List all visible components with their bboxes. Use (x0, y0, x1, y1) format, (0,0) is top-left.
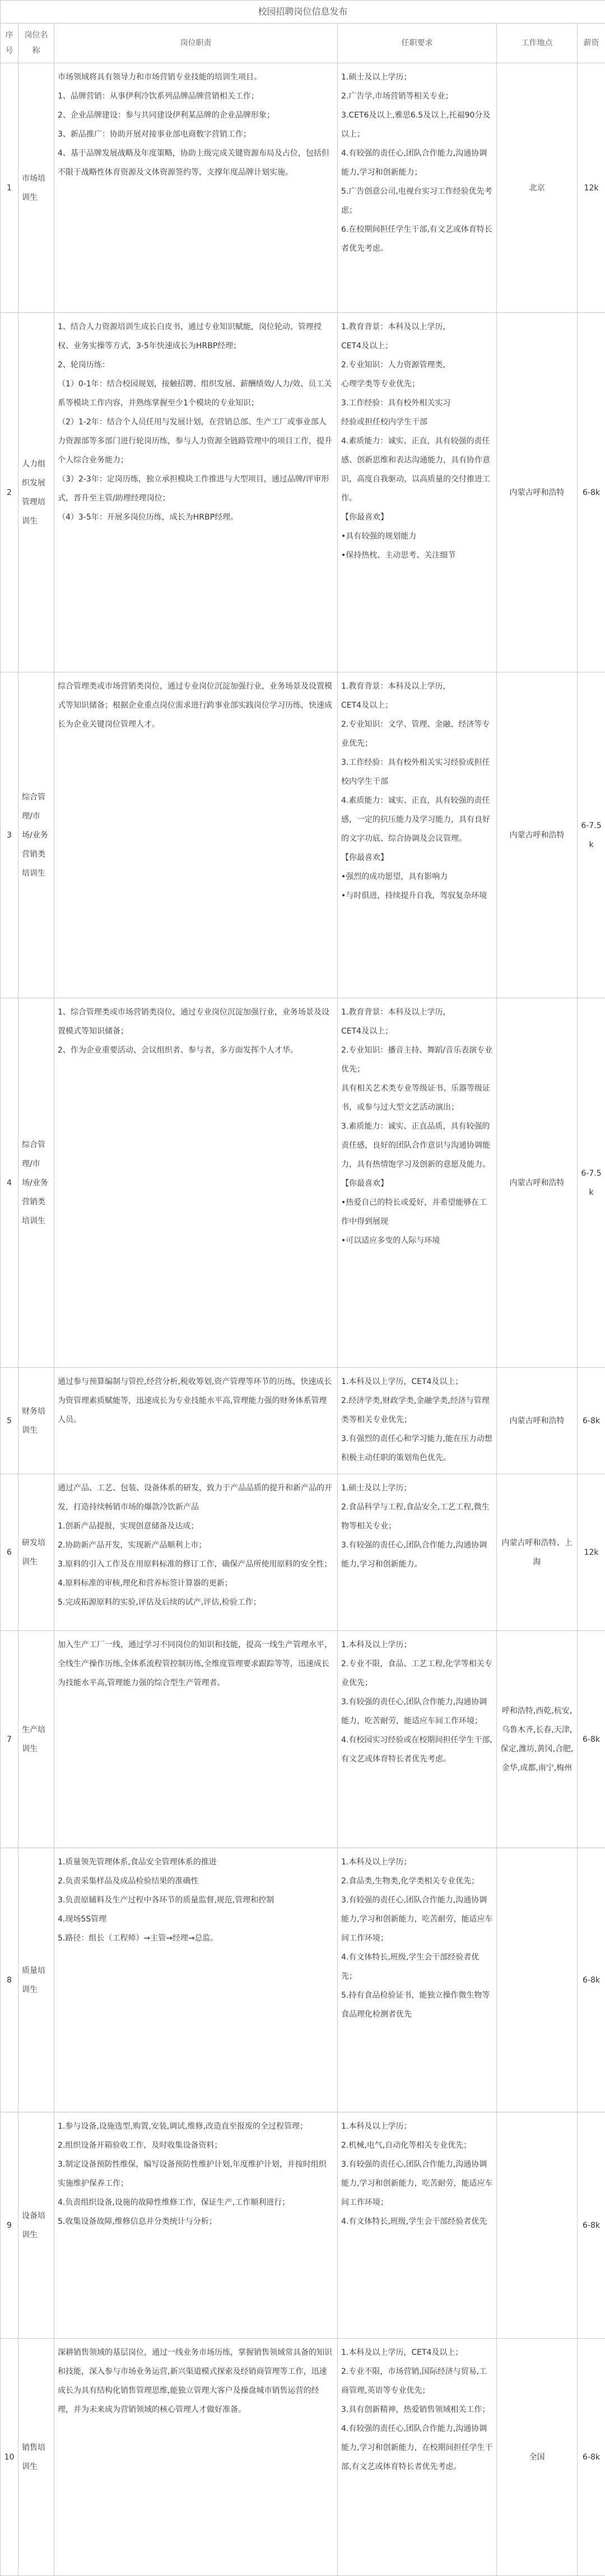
duty-line: 综合管理类或市场营销类岗位，通过专业岗位沉淀加强行业，业务场景及设置模式等知识储备；根据企业重点岗位需求进行跨事业部实践岗位学习历练，快速成长为企业关键岗位管理人才。 (58, 677, 334, 734)
salary: 6-7.5k (578, 672, 605, 998)
duty-line: 市场领域将具有领导力和市场营销专业技能的培训生项目。 (58, 68, 334, 87)
header-loc: 工作地点 (497, 24, 578, 63)
requirement-line: 4.有较强的责任心,团队合作能力,沟通协调能力,学习和创新能力，在校期间担任学生干部,有文艺或体育特长者优先考虑。 (341, 2419, 493, 2476)
job-duties (54, 1631, 338, 1848)
duty-line: 3、新品推广：协助开展对接事业部电商数字营销工作； (58, 125, 334, 144)
requirement-line: •热爱自己的特长或爱好，并希望能够在工作中得到展现 (341, 1193, 493, 1231)
work-location: 内蒙古呼和浩特 (497, 1368, 578, 1474)
job-duties (54, 1368, 338, 1474)
duty-line: 1.参与设备,设施选型,购置,安装,调试,维修,改造直至报废的全过程管理； (58, 2117, 334, 2136)
job-duties (54, 1474, 338, 1631)
job-duties (54, 2339, 338, 2576)
requirement-line: 3.有较强的责任心,团队合作能力,沟通协调能力,学习和创新能力，吃苦耐劳，能适应车间工作环境； (341, 2155, 493, 2212)
requirement-line: 2.食品类,生物类,化学类相关专业优先； (341, 1872, 493, 1891)
requirement-line: 1.教育背景：本科及以上学历， (341, 677, 493, 696)
table-row (1, 1368, 605, 1474)
table-row (1, 1474, 605, 1631)
table-row (1, 63, 605, 313)
duty-line: 深耕销售领域的基层岗位，通过一线业务市场历练，掌握销售领域常具备的知识和技能，深入参与市场业务运营,新兴渠道模式探索及经销商管理等工作，迅速成长为具有结构化销售管理思维,能独立管理大客户及操盘城市销售运营的经理，并为未来成为营销领域的核心管理人才做好准备。 (58, 2343, 334, 2419)
requirement-line: 3.有较强的责任心,团队合作能力,沟通协调能力,学习和创新能力。 (341, 1536, 493, 1574)
requirement-line: 4.素质能力：诚实、正直，具有较强的责任感、创新思维和表达沟通能力，具有协作意识，高度自我驱动，以高质量的交付推进工作。 (341, 432, 493, 508)
requirement-line: •具有较强的规划能力 (341, 527, 493, 546)
requirement-line: 4.有文体特长,班级,学生会干部经验者优先 (341, 2212, 493, 2231)
job-title: 综合管理/市场/业务营销类培训生 (18, 672, 54, 998)
table-row (1, 2112, 605, 2339)
row-number: 10 (1, 2339, 18, 2576)
requirement-line: 1.硕士及以上学历； (341, 1479, 493, 1498)
requirement-line: 3.素质能力：诚实、正直品质，具有较强的责任感，良好的团队合作意识与沟通协调能力，具有热情饱学习及创新的意愿及能力。 (341, 1117, 493, 1174)
requirement-line: 2.经济学类,财政学类,金融学类,经济与管理类等相关专业优先； (341, 1391, 493, 1429)
job-duties (54, 998, 338, 1368)
job-title: 综合管理/市场/业务营销类培训生 (18, 998, 54, 1368)
requirement-line: 4.素质能力：诚实、正直，具有较强的责任感，一定的抗压能力及学习能力，具有良好的文字功底、综合协调及会议管理。 (341, 791, 493, 848)
requirement-line: 5.广告创意公司,电视台实习工作经验优先考虑； (341, 182, 493, 220)
table-row (1, 672, 605, 998)
duty-line: 2.负责采集样品及成品检验结果的准确性 (58, 1872, 334, 1891)
requirement-line: 2.专业知识：人力资源管理类, (341, 356, 493, 375)
duty-line: 4.现场5S管理 (58, 1910, 334, 1929)
salary: 6-7.5k (578, 998, 605, 1368)
requirement-line: 3.有较强的责任心,团队合作能力,沟通协调能力，吃苦耐劳，能适应车间工作环境； (341, 1693, 493, 1731)
job-duties (54, 2112, 338, 2339)
requirement-line: 1.硕士及以上学历； (341, 68, 493, 87)
row-number: 5 (1, 1368, 18, 1474)
table-row (1, 2339, 605, 2576)
duty-line: 通过产品、工艺、包装、设备体系的研发，致力于产品品质的提升和新产品的开发，打造持续畅销市场的爆款冷饮新产品 (58, 1479, 334, 1517)
header-name: 岗位名称 (18, 24, 54, 63)
requirement-line: •与时俱进，持续提升自我，驾驭复杂环境 (341, 886, 493, 905)
header-sal: 薪资 (578, 24, 605, 63)
work-location: 内蒙古呼和浩特 (497, 313, 578, 672)
duty-line: 2.组织设备开箱验收工作，及时收集设备资料； (58, 2136, 334, 2155)
requirement-line: 3.具有创新精神，热爱销售领域相关工作； (341, 2400, 493, 2419)
duty-line: 通过参与预算编制与管控,经营分析,税收筹划,资产管理等环节的历练，快速成长为资管理素质赋能等，迅速成长为专业技能水平高,管理能力强的财务体系管理人员。 (58, 1372, 334, 1429)
work-location: 全国 (497, 2339, 578, 2576)
requirement-line: •强烈的成功愿望，具有影响力 (341, 867, 493, 886)
requirement-line: •可以适应多变的人际与环境 (341, 1231, 493, 1250)
requirement-line: 1.本科及以上学历； (341, 1853, 493, 1872)
duty-line: 1、品牌营销：从事伊利冷饮系列品牌品牌营销相关工作； (58, 87, 334, 106)
job-title: 销售培训生 (18, 2339, 54, 2576)
job-requirements (338, 2112, 497, 2339)
row-number: 7 (1, 1631, 18, 1848)
requirement-line: 1.教育背景：本科及以上学历， (341, 1003, 493, 1022)
requirement-line: 3.工作经验：具有校外相关实习 (341, 394, 493, 413)
duty-line: 4.原料标准的审核,理化和营养标签计算器的更新； (58, 1574, 334, 1593)
job-title: 质量培训生 (18, 1848, 54, 2112)
duty-line: 4.负责组织设备,设施的故障性维修工作，保证生产,工作顺利进行； (58, 2193, 334, 2212)
requirement-line: 4.有校园实习经验或在校期间担任学生干部,有文艺或体育特长者优先考虑。 (341, 1731, 493, 1769)
requirement-line: 1.教育背景：本科及以上学历， (341, 317, 493, 336)
duty-line: （1）0-1年：结合校园规划，接触招聘、组织发展、薪酬绩效/人力/效、员工关系等模块工作内容，并熟练掌握至少1个模块的专业知识； (58, 375, 334, 413)
table-header (1, 24, 605, 63)
job-title: 财务培训生 (18, 1368, 54, 1474)
job-requirements (338, 998, 497, 1368)
requirement-line: 2.广告学,市场营销等相关专业； (341, 87, 493, 106)
requirement-line: 3.CET6及以上,雅思6.5及以上,托福90分及以上； (341, 106, 493, 144)
header-duty: 岗位职责 (54, 24, 338, 63)
duty-line: 3.负责原辅料及生产过程中各环节的质量监督,规范,管理和控制 (58, 1891, 334, 1910)
requirement-line: 【你最喜欢】 (341, 848, 493, 867)
job-title: 研发培训生 (18, 1474, 54, 1631)
requirement-line: 1.本科及以上学历，CET4及以上； (341, 2343, 493, 2362)
job-title: 人力组织发展管理培训生 (18, 313, 54, 672)
row-number: 1 (1, 63, 18, 313)
duty-line: 2.协助新产品开发，实现新产品顺利上市； (58, 1536, 334, 1555)
job-duties (54, 63, 338, 313)
header-no: 序号 (1, 24, 18, 63)
duty-line: 3.原料的引入工作及在用原料标准的修订工作，确保产品所使用原料的安全性； (58, 1555, 334, 1574)
duty-line: 5.完成拓源原料的实验,评估及后续的试产,评估,检验工作； (58, 1593, 334, 1612)
work-location: 内蒙古呼和浩特、上海 (497, 1474, 578, 1631)
job-title: 市场培训生 (18, 63, 54, 313)
job-title: 设备培训生 (18, 2112, 54, 2339)
duty-line: 3.制定设备预防性维保，编写设备预防性维护计划,年度维护计划，并按时组织实施维护保养工作； (58, 2155, 334, 2193)
requirement-line: 2.专业不限，食品、工艺工程,化学等相关专业优先； (341, 1654, 493, 1693)
duty-line: 2、轮岗历练： (58, 356, 334, 375)
duty-line: 1、综合管理类或市场营销类岗位，通过专业岗位沉淀加强行业，业务场景及设置模式等知识储备； (58, 1003, 334, 1041)
requirement-line: 经验或担任校内学生干部 (341, 413, 493, 432)
salary: 6-8k (578, 1848, 605, 2112)
duty-line: 5.收集设备故障,维修信息并分类统计与分析； (58, 2212, 334, 2231)
requirement-line: 心理学类等专业优先； (341, 375, 493, 394)
requirement-line: 【你最喜欢】 (341, 1174, 493, 1193)
requirement-line: 【你最喜欢】 (341, 508, 493, 527)
work-location: 呼和浩特,西乾,杭安,乌鲁木齐,长春,天津,保定,潍坊,黄冈,合肥,金华,成都,南宁,梅州 (497, 1631, 578, 1848)
requirement-line: 1.本科及以上学历； (341, 2117, 493, 2136)
work-location: 北京 (497, 63, 578, 313)
salary: 6-8k (578, 2112, 605, 2339)
requirement-line: 1.本科及以上学历，CET4及以上； (341, 1372, 493, 1391)
row-number: 8 (1, 1848, 18, 2112)
requirement-line: 具有相关艺术类专业等级证书、乐器等级证书，或参与过大型文艺活动演出； (341, 1079, 493, 1117)
duty-line: （4）3-5年：开展多岗位历练，成长为HRBP经理。 (58, 508, 334, 527)
requirement-line: 1.本科及以上学历； (341, 1635, 493, 1654)
work-location (497, 2112, 578, 2339)
row-number: 6 (1, 1474, 18, 1631)
duty-line: 2、企业品牌建设：参与共同建设伊利某品牌的企业品牌形象； (58, 106, 334, 125)
requirement-line: 2.专业知识：播音主持、舞蹈/音乐表演专业优先； (341, 1041, 493, 1079)
requirement-line: 2.专业知识：文学、管理、金融、经济等专业优先； (341, 715, 493, 753)
requirement-line: 3.工作经验：具有校外相关实习经验或担任校内学生干部 (341, 753, 493, 791)
table-row (1, 313, 605, 672)
duty-line: （2）1-2年：结合个人员任用与发展计划，在营销总部、生产工厂或事业部人力资源部等多部门进行轮岗历练，参与人力资源全链路管理中的项目工作，提升个人综合业务能力； (58, 413, 334, 470)
job-title: 生产培训生 (18, 1631, 54, 1848)
salary: 6-8k (578, 1631, 605, 1848)
job-duties (54, 672, 338, 998)
job-requirements (338, 2339, 497, 2576)
row-number: 3 (1, 672, 18, 998)
duty-line: 2、作为企业重要活动、会议组织者、参与者，多方面发挥个人才华。 (58, 1041, 334, 1060)
requirement-line: CET4及以上； (341, 696, 493, 715)
job-requirements (338, 1474, 497, 1631)
requirement-line: 3.有较强的责任心,团队合作能力,沟通协调能力,学习和创新能力，吃苦耐劳，能适应车间工作环境； (341, 1891, 493, 1948)
table-row (1, 1631, 605, 1848)
salary: 6-8k (578, 313, 605, 672)
job-requirements (338, 1631, 497, 1848)
requirement-line: 2.机械,电气,自动化等相关专业优先； (341, 2136, 493, 2155)
duty-line: 5.路径：组长（工程师）→主管→经理→总监。 (58, 1929, 334, 1948)
job-requirements (338, 313, 497, 672)
requirement-line: 3.有强烈的责任心和学习能力,能在压力动想积极主动任职的策划角色优先。 (341, 1429, 493, 1467)
page-title: 校园招聘岗位信息发布 (1, 1, 605, 24)
job-requirements (338, 63, 497, 313)
requirement-line: 2.专业不限，市场营销,国际经济与贸易,工商管理,英语等专业优先； (341, 2362, 493, 2400)
job-requirements (338, 1848, 497, 2112)
requirement-line: 4.有文体特长,班级,学生会干部经验者优先； (341, 1948, 493, 1986)
work-location: 内蒙古呼和浩特 (497, 998, 578, 1368)
job-duties (54, 313, 338, 672)
job-requirements (338, 1368, 497, 1474)
header-req: 任职要求 (338, 24, 497, 63)
duty-line: 4、基于品牌发展战略及年度策略，协助上级完成关键资源布局及占位，包括但不限于战略性体育资源及文体资源签约等，支撑年度品牌计划实施。 (58, 144, 334, 182)
job-requirements (338, 672, 497, 998)
work-location (497, 1848, 578, 2112)
table-row (1, 998, 605, 1368)
row-number: 4 (1, 998, 18, 1368)
requirement-line: CET4及以上； (341, 1022, 493, 1041)
table-row (1, 1848, 605, 2112)
salary: 12k (578, 63, 605, 313)
requirement-line: 5.持有食品检验证书，能独立操作微生物等食品理化检测者优先 (341, 1986, 493, 2024)
requirement-line: 4.有较强的责任心,团队合作能力,沟通协调能力,学习和创新能力； (341, 144, 493, 182)
row-number: 9 (1, 2112, 18, 2339)
salary: 6-8k (578, 1368, 605, 1474)
row-number: 2 (1, 313, 18, 672)
requirement-line: CET4及以上； (341, 336, 493, 356)
duty-line: 1.创新产品提报，实现创意储备及达成； (58, 1517, 334, 1536)
requirement-line: 6.在校期间担任学生干部,有文艺或体育特长者优先考虑。 (341, 220, 493, 258)
job-duties (54, 1848, 338, 2112)
requirement-line: 2.食品科学与工程,食品安全,工艺工程,微生物等相关专业； (341, 1498, 493, 1536)
requirement-line: •保持热枕、主动思考、关注细节 (341, 546, 493, 565)
work-location: 内蒙古呼和浩特 (497, 672, 578, 998)
salary: 6-8k (578, 2339, 605, 2576)
duty-line: 1、结合人力资源培训生成长白皮书，通过专业知识赋能，岗位轮动、管理授权、业务实操等方式，3-5年快速成长为HRBP经理； (58, 317, 334, 356)
salary: 12k (578, 1474, 605, 1631)
duty-line: 加入生产工厂一线，通过学习不同岗位的知识和技能，提高一线生产管理水平，全线生产操作历练,全体系流程管控制历练,全维度管理要求跟踪等等，迅速成长为技能水平高,管理能力强的综合型生产管理者。 (58, 1635, 334, 1693)
duty-line: 1.质量领先管理体系,食品安全管理体系的推进 (58, 1853, 334, 1872)
duty-line: （3）2-3年：定岗历练，独立承担模块工作推进与大型项目，通过品牌/评审形式，晋升至主管/助理经理岗位； (58, 470, 334, 508)
